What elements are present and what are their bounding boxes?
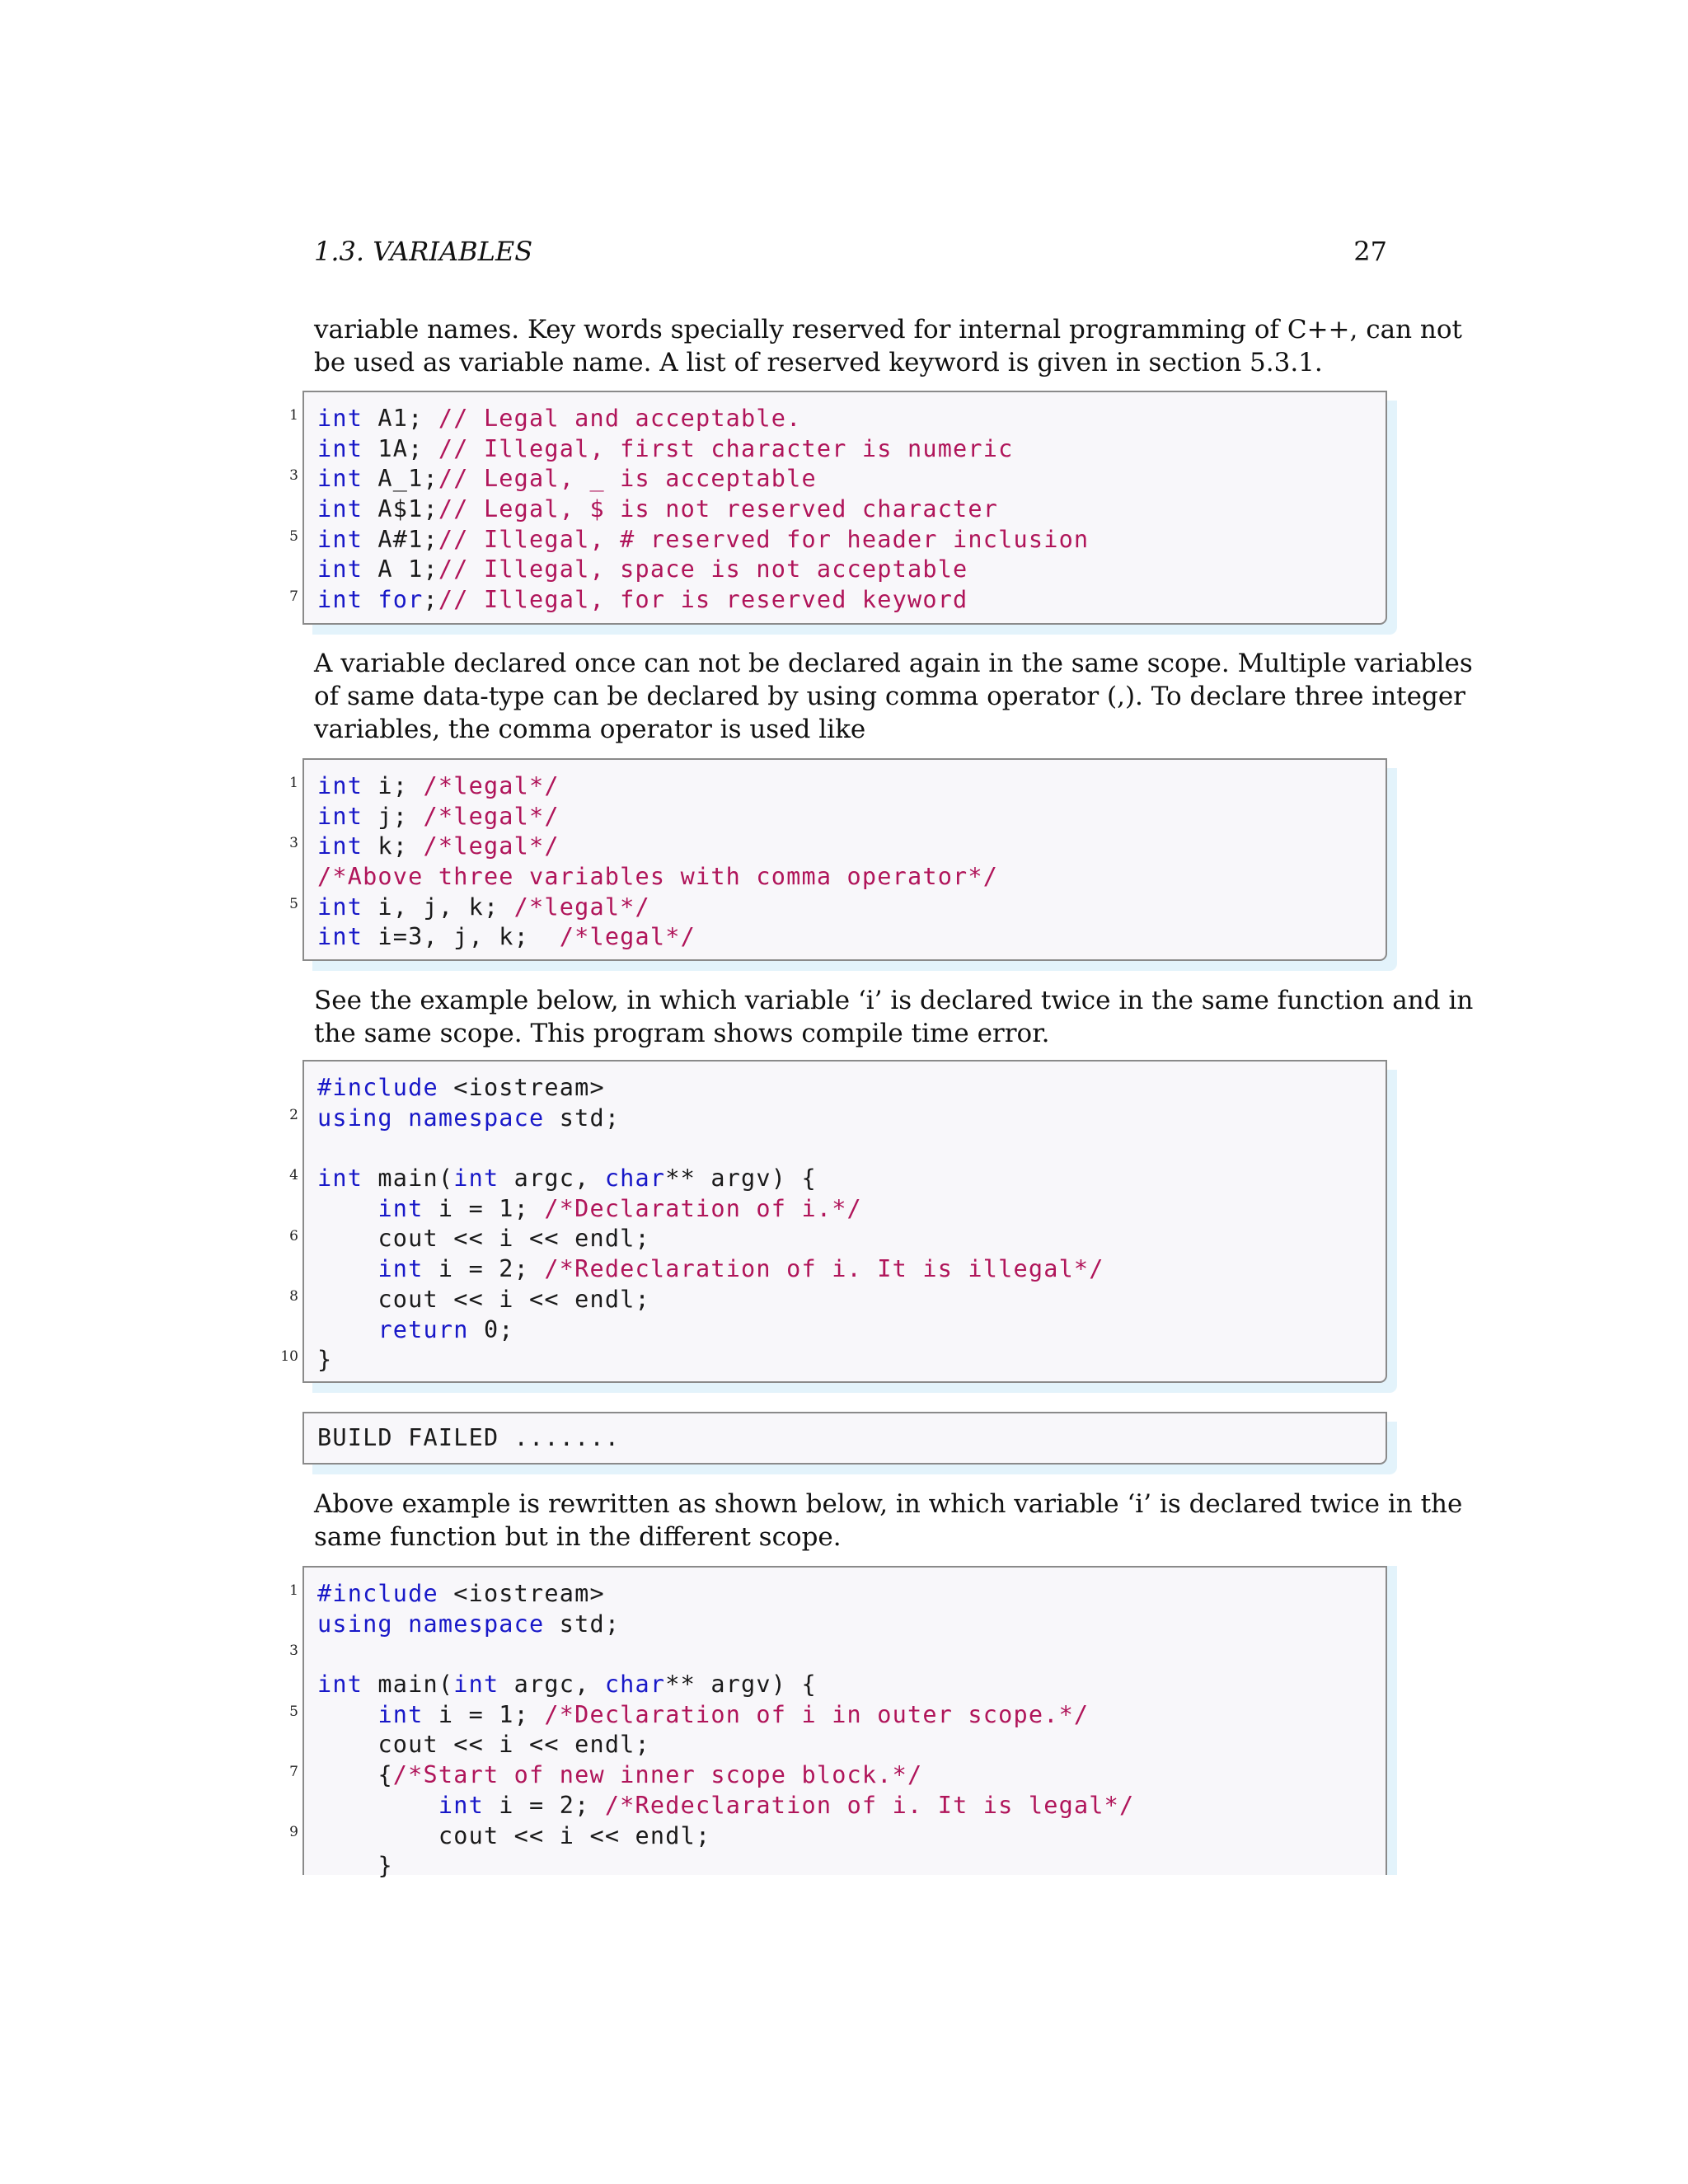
code-line: int main(int argc, char** argv) { bbox=[317, 1671, 817, 1699]
code-line: int main(int argc, char** argv) { bbox=[317, 1165, 817, 1193]
code-text bbox=[317, 404, 1089, 616]
code-line: int i = 2; /*Redeclaration of i. It is illegal*/ bbox=[377, 1255, 1104, 1283]
code-text bbox=[317, 1073, 1104, 1376]
code-line: int i = 2; /*Redeclaration of i. It is legal*/ bbox=[438, 1791, 1135, 1819]
code-line bbox=[317, 1639, 1134, 1670]
book-page: 1.3. VARIABLES 27 variable names. Key words specially reserved for internal programming of C++, can not be used as variable name. A list of reserved keyword is given in section 5.3.1. 1 3 5 7 int A1; // Legal and acceptable. int 1A; // Illegal, first character is numeric int A_1;// Legal, _ is acceptable int A$1;// Legal, $ is not reserved character int A#1;// Illegal, # reserved for header inclusion int A 1;// Illegal, space is not acceptable int for;// Illegal, for is reserved keyword A variable declared once can not be declared again in the same scope. Multiple variables of same data-type can be declared by using comma operator (,). To declare three integer variables, the comma operator is used like 1 3 5 int i; /*legal*/ int j; /*legal*/ int k; /*legal*/ /*Above three variables with comma operator*/ int i, j, k; /*legal*/ int i=3, j, k; /*legal*/ See the example below, in which variable ‘i’ is declared twice in the same function and in the same scope. This program shows compile time error. 2 4 6 8 10 #include <iostream> using namespace std; int main(int argc, char** argv) { int i = 1; /*Declaration of i.*/ cout << i << endl; int i = 2; /*Redeclaration of i. It is illegal*/ cout << i << endl; return 0; } BUILD FAILED ....... Above example is rewritten as shown below, in which variable ‘i’ is declared twice in the same function but in the different scope. 1 3 5 7 9 #include <iostream> using namespace std; int main(int argc, char** argv) { int i = 1; /*Declaration of i in outer scope.*/ cout << i << endl; {/*Start of new inner scope block.*/ int i = 2; /*Redeclaration of i. It is legal*/ cout << i << endl; } bbox=[0, 0, 1688, 2184]
code-listing-comma-declaration bbox=[302, 758, 1387, 961]
page-number: 27 bbox=[1353, 236, 1387, 267]
code-line: int i = 1; /*Declaration of i.*/ bbox=[377, 1194, 862, 1222]
build-output-text: BUILD FAILED ....... bbox=[317, 1424, 621, 1451]
build-output-box bbox=[302, 1412, 1387, 1465]
code-line: cout << i << endl; bbox=[438, 1821, 711, 1849]
code-listing-variable-names bbox=[302, 391, 1387, 625]
code-line: using namespace std; bbox=[317, 1104, 621, 1132]
code-line: int i, j, k; /*legal*/ bbox=[317, 893, 650, 921]
code-line: int j; /*legal*/ bbox=[317, 802, 560, 830]
code-listing-different-scope bbox=[302, 1566, 1387, 1880]
code-line: using namespace std; bbox=[317, 1610, 621, 1638]
code-line: int A_1;// Legal, _ is acceptable bbox=[317, 465, 817, 493]
paragraph-reserved-words: variable names. Key words specially reserved for internal programming of C++, can not be used as variable name. A list of reserved keyword is given in section 5.3.1. bbox=[314, 315, 1462, 377]
code-listing-same-scope-error bbox=[302, 1060, 1387, 1383]
code-line: int A#1;// Illegal, # reserved for header inclusion bbox=[317, 525, 1090, 553]
code-line: int i = 1; /*Declaration of i in outer scope.*/ bbox=[377, 1700, 1090, 1728]
code-line: #include <iostream> bbox=[317, 1580, 605, 1607]
code-line: /*Above three variables with comma operator*/ bbox=[317, 863, 999, 891]
running-header bbox=[314, 236, 1387, 274]
code-line: int A$1;// Legal, $ is not reserved character bbox=[317, 495, 999, 523]
code-line: cout << i << endl; bbox=[377, 1285, 650, 1313]
code-text bbox=[317, 1579, 1134, 1882]
code-line: cout << i << endl; bbox=[377, 1731, 650, 1759]
paragraph-same-scope: See the example below, in which variable ‘i’ is declared twice in the same function and in the same scope. This program shows compile time error. bbox=[314, 986, 1474, 1048]
code-line: int i=3, j, k; /*legal*/ bbox=[317, 923, 696, 951]
code-line: #include <iostream> bbox=[317, 1074, 605, 1101]
code-line: int for;// Illegal, for is reserved keyword bbox=[317, 586, 968, 614]
code-line bbox=[317, 1133, 1104, 1164]
code-line: int 1A; // Illegal, first character is numeric bbox=[317, 434, 1014, 462]
code-line: {/*Start of new inner scope block.*/ bbox=[377, 1761, 923, 1789]
code-line: cout << i << endl; bbox=[377, 1225, 650, 1253]
code-line: int i; /*legal*/ bbox=[317, 772, 560, 799]
code-line: } bbox=[377, 1852, 393, 1880]
code-line: } bbox=[317, 1346, 333, 1374]
code-text bbox=[317, 771, 998, 953]
paragraph-comma-operator: A variable declared once can not be declared again in the same scope. Multiple variables of same data-type can be declared by using comma operator (,). To declare three integer variables, the comma operator is used like bbox=[314, 649, 1473, 744]
code-line: int A 1;// Illegal, space is not acceptable bbox=[317, 555, 968, 583]
code-line: int k; /*legal*/ bbox=[317, 832, 560, 860]
code-line: int A1; // Legal and acceptable. bbox=[317, 405, 802, 432]
section-title: 1.3. VARIABLES bbox=[314, 236, 533, 267]
code-line: return 0; bbox=[377, 1315, 514, 1343]
paragraph-different-scope: Above example is rewritten as shown below, in which variable ‘i’ is declared twice in the same function but in the different scope. bbox=[314, 1489, 1463, 1552]
